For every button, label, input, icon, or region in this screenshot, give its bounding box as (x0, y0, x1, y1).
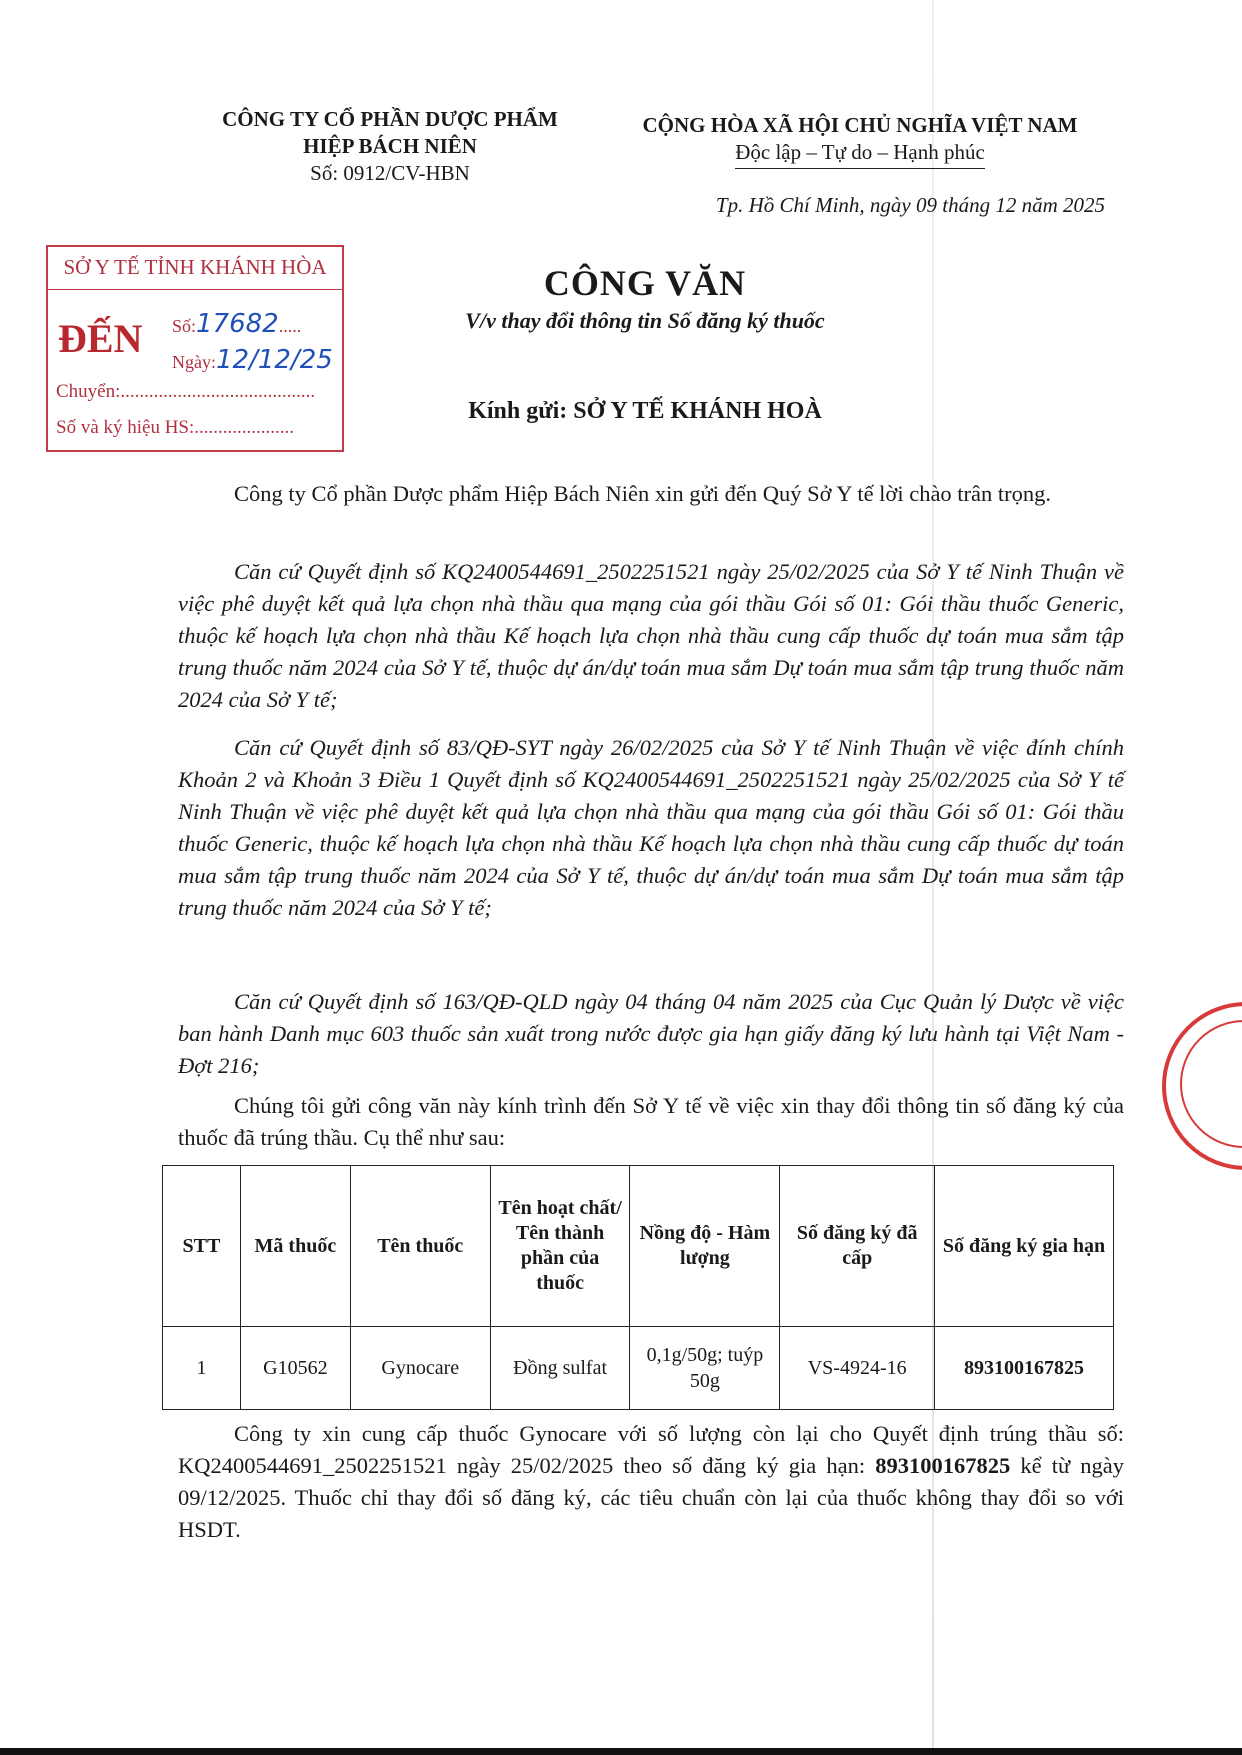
paragraph-basis-2: Căn cứ Quyết định số 83/QĐ-SYT ngày 26/02/2025 của Sở Y tế Ninh Thuận về việc đính chính Khoản 2 và Khoản 3 Điều 1 Quyết định số KQ2400544691_2502251521 ngày 25/02/2025 của Sở Y tế Ninh Thuận về việc phê duyệt kết quả lựa chọn nhà thầu qua mạng của gói thầu Gói số 01: Gói thầu thuốc Generic, thuộc kế hoạch lựa chọn nhà thầu Kế hoạch lựa chọn nhà thầu cung cấp thuốc dự toán mua sắm tập trung thuốc năm 2024 của Sở Y tế, thuộc dự án/dự toán mua sắm Dự toán mua sắm tập trung thuốc năm 2024 của Sở Y tế; (178, 735, 1124, 920)
conclusion-text-1: Công ty xin cung cấp thuốc Gynocare với số lượng còn lại cho Quyết định trúng thầu số: KQ2400544691_2502251521 ngày 25/02/2025 theo số đăng ký gia hạn: (178, 1421, 1124, 1478)
date-line: Tp. Hồ Chí Minh, ngày 09 tháng 12 năm 2025 (715, 193, 1105, 217)
header-active-ingredient: Tên hoạt chất/ Tên thành phần của thuốc (490, 1166, 630, 1327)
stamp-file-code-row: Số và ký hiệu HS:..................... (56, 417, 295, 438)
stamp-date-label: Ngày: (172, 352, 216, 372)
paragraph-basis-3: Căn cứ Quyết định số 163/QĐ-QLD ngày 04 tháng 04 năm 2025 của Cục Quản lý Dược về việc ban hành Danh mục 603 thuốc sản xuất trong nước được gia hạn giấy đăng ký lưu hành tại Việt Nam - Đợt 216; (178, 989, 1124, 1078)
document-number: Số: 0912/CV-HBN (310, 161, 470, 185)
document-recipient: Kính gửi: SỞ Y TẾ KHÁNH HOÀ (468, 398, 822, 424)
medicine-table (162, 1165, 1114, 1410)
stamp-transfer-row: Chuyển:......................................... (56, 381, 316, 402)
cell-active-ingredient: Đồng sulfat (490, 1327, 630, 1410)
table-header-row (163, 1166, 1114, 1327)
cell-drug-code: G10562 (240, 1327, 350, 1410)
nation-name: CỘNG HÒA XÃ HỘI CHỦ NGHĨA VIỆT NAM (642, 113, 1078, 137)
issuer-header (190, 106, 590, 187)
company-seal-partial (1162, 1002, 1242, 1170)
paragraph-conclusion (178, 1418, 1124, 1546)
header-stt: STT (163, 1166, 241, 1327)
stamp-title: SỞ Y TẾ TỈNH KHÁNH HÒA (63, 255, 327, 279)
stamp-den-label: ĐẾN (58, 316, 143, 361)
header-new-registration: Số đăng ký gia hạn (935, 1166, 1114, 1327)
stamp-divider (48, 289, 342, 290)
cell-old-registration: VS-4924-16 (780, 1327, 935, 1410)
header-drug-code: Mã thuốc (240, 1166, 350, 1327)
stamp-number-label: Số: (172, 316, 197, 336)
conclusion-text-2: kể từ ngày 09/12/2025. Thuốc chỉ thay đổi số đăng ký, các tiêu chuẩn còn lại của thuốc không thay đổi so với HSDT. (178, 1453, 1124, 1542)
stamp-date-handwritten: 12/12/25 (216, 345, 333, 375)
company-name-line1: CÔNG TY CỔ PHẦN DƯỢC PHẨM (222, 107, 558, 131)
company-name-line2: HIỆP BÁCH NIÊN (303, 134, 477, 158)
document-subject: V/v thay đổi thông tin Số đăng ký thuốc (465, 308, 825, 333)
cell-concentration: 0,1g/50g; tuýp 50g (630, 1327, 780, 1410)
document-title: CÔNG VĂN (543, 263, 747, 303)
cell-drug-name: Gynocare (350, 1327, 490, 1410)
conclusion-registration-number: 893100167825 (875, 1453, 1011, 1478)
cell-new-registration: 893100167825 (935, 1327, 1114, 1410)
paragraph-request: Chúng tôi gửi công văn này kính trình đến Sở Y tế về việc xin thay đổi thông tin số đăng ký của thuốc đã trúng thầu. Cụ thể như sau: (178, 1093, 1124, 1150)
incoming-document-stamp (46, 245, 344, 452)
stamp-number-row: Số:17682..... (172, 309, 302, 339)
header-old-registration: Số đăng ký đã cấp (780, 1166, 935, 1327)
stamp-number-handwritten: 17682 (196, 309, 279, 339)
paragraph-greeting: Công ty Cổ phần Dược phẩm Hiệp Bách Niên xin gửi đến Quý Sở Y tế lời chào trân trọng. (234, 481, 1052, 506)
scan-bottom-edge (0, 1748, 1242, 1755)
stamp-date-row (172, 345, 333, 375)
header-concentration: Nồng độ - Hàm lượng (630, 1166, 780, 1327)
national-header (610, 112, 1110, 169)
paragraph-basis-1: Căn cứ Quyết định số KQ2400544691_2502251521 ngày 25/02/2025 của Sở Y tế Ninh Thuận về việc phê duyệt kết quả lựa chọn nhà thầu qua mạng của gói thầu Gói số 01: Gói thầu thuốc Generic, thuộc kế hoạch lựa chọn nhà thầu Kế hoạch lựa chọn nhà thầu cung cấp thuốc dự toán mua sắm tập trung thuốc năm 2024 của Sở Y tế, thuộc dự án/dự toán mua sắm Dự toán mua sắm tập trung thuốc năm 2024 của Sở Y tế; (178, 559, 1124, 712)
header-drug-name: Tên thuốc (350, 1166, 490, 1327)
national-motto: Độc lập – Tự do – Hạnh phúc (735, 139, 985, 169)
table-row (163, 1327, 1114, 1410)
cell-stt: 1 (163, 1327, 241, 1410)
